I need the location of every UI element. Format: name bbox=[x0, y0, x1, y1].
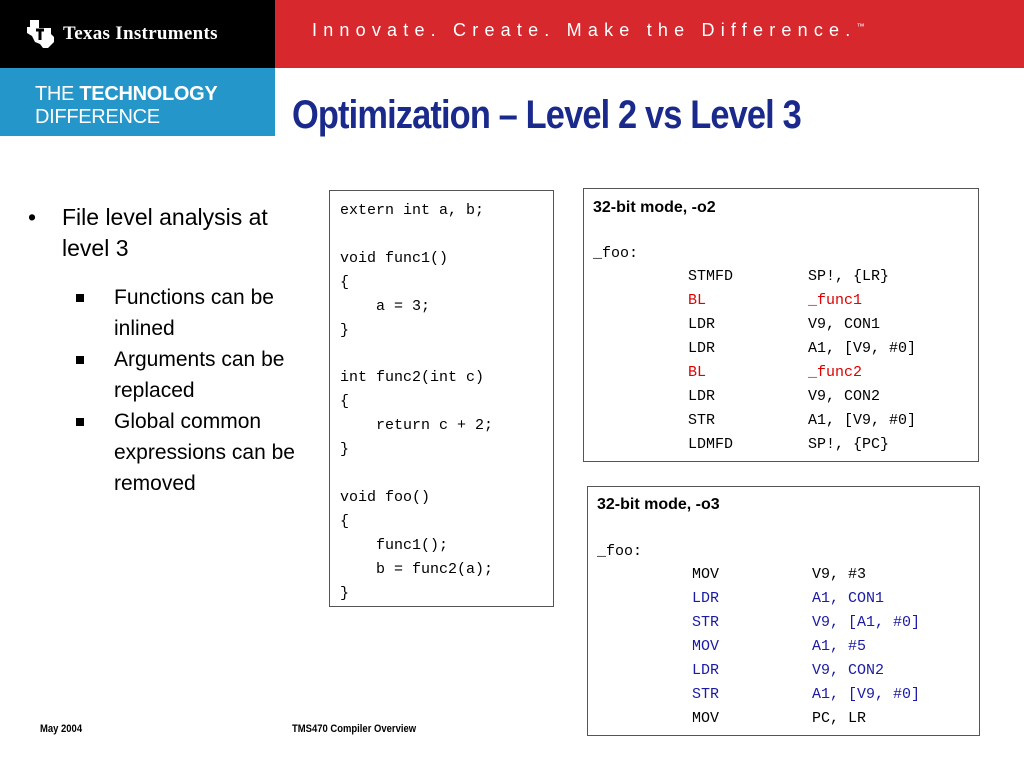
asm-operands: A1, #5 bbox=[812, 638, 867, 655]
ti-logo-area bbox=[0, 0, 275, 68]
asm-opcode: LDMFD bbox=[688, 436, 734, 453]
asm-operands: SP!, {PC} bbox=[808, 436, 890, 453]
o3-foo-label: _foo: bbox=[597, 543, 643, 560]
square-bullet-icon bbox=[76, 294, 84, 302]
asm-operands: A1, [V9, #0] bbox=[808, 412, 917, 429]
o3-asm-box bbox=[587, 486, 980, 736]
asm-opcode: MOV bbox=[692, 638, 720, 655]
company-name: Texas Instruments bbox=[63, 23, 218, 44]
asm-opcode: LDR bbox=[688, 316, 716, 333]
o2-heading: 32-bit mode, -o2 bbox=[593, 199, 716, 216]
sub-bullet-list bbox=[28, 282, 318, 499]
asm-operands: V9, #3 bbox=[812, 566, 867, 583]
o3-instructions bbox=[692, 563, 972, 731]
asm-instruction bbox=[688, 361, 968, 385]
asm-operands: SP!, {LR} bbox=[808, 268, 890, 285]
asm-instruction bbox=[688, 289, 968, 313]
sub-bullet bbox=[28, 344, 318, 406]
asm-instruction bbox=[688, 409, 968, 433]
brand-the: THE bbox=[35, 83, 80, 105]
asm-opcode: LDR bbox=[692, 590, 720, 607]
asm-operands: V9, CON2 bbox=[808, 388, 881, 405]
asm-opcode: MOV bbox=[692, 710, 720, 727]
asm-instruction bbox=[692, 587, 972, 611]
main-bullet bbox=[28, 202, 318, 264]
asm-instruction bbox=[688, 313, 968, 337]
o3-heading: 32-bit mode, -o3 bbox=[597, 496, 720, 513]
o2-foo-label: _foo: bbox=[593, 245, 639, 262]
bullet-list bbox=[28, 202, 318, 499]
asm-operands: PC, LR bbox=[812, 710, 867, 727]
asm-opcode: LDR bbox=[688, 340, 716, 357]
asm-opcode: STR bbox=[688, 412, 716, 429]
asm-opcode: LDR bbox=[688, 388, 716, 405]
asm-operands: A1, [V9, #0] bbox=[808, 340, 917, 357]
main-bullet-text: File level analysis at level 3 bbox=[62, 204, 268, 261]
asm-opcode: STMFD bbox=[688, 268, 734, 285]
tagline bbox=[312, 20, 864, 41]
square-bullet-icon bbox=[76, 356, 84, 364]
c-source-code: extern int a, b; void func1() { a = 3; } int func2(int c) { return c + 2; } void foo() { func1(); b = func2(a); } bbox=[340, 202, 494, 602]
asm-operands: A1, [V9, #0] bbox=[812, 686, 921, 703]
tagline-text: Innovate. Create. Make the Difference. bbox=[312, 20, 857, 40]
square-bullet-icon bbox=[76, 418, 84, 426]
asm-opcode: STR bbox=[692, 614, 720, 631]
footer-date: May 2004 bbox=[40, 723, 83, 735]
slide-title: Optimization – Level 2 vs Level 3 bbox=[292, 93, 801, 137]
sub-bullet-text: Arguments can be replaced bbox=[114, 348, 285, 402]
asm-opcode: BL bbox=[688, 364, 707, 381]
asm-instruction bbox=[692, 635, 972, 659]
asm-instruction bbox=[688, 433, 968, 457]
c-source-box bbox=[329, 190, 554, 607]
trademark-symbol: ™ bbox=[856, 22, 865, 31]
footer-deck-title: TMS470 Compiler Overview bbox=[292, 723, 417, 735]
asm-opcode: MOV bbox=[692, 566, 720, 583]
asm-operands: V9, CON2 bbox=[812, 662, 885, 679]
asm-operands: _func2 bbox=[808, 364, 863, 381]
brand-technology: TECHNOLOGY bbox=[79, 83, 218, 105]
asm-instruction bbox=[692, 683, 972, 707]
texas-state-icon bbox=[24, 18, 56, 50]
brand-line-2: DIFFERENCE bbox=[35, 106, 160, 128]
asm-operands: V9, [A1, #0] bbox=[812, 614, 921, 631]
sub-bullet bbox=[28, 406, 318, 499]
sub-bullet bbox=[28, 282, 318, 344]
asm-instruction bbox=[692, 707, 972, 731]
asm-operands: A1, CON1 bbox=[812, 590, 885, 607]
asm-opcode: BL bbox=[688, 292, 707, 309]
asm-operands: V9, CON1 bbox=[808, 316, 881, 333]
o2-asm-box bbox=[583, 188, 979, 462]
brand-line-1 bbox=[35, 83, 217, 106]
sub-bullet-text: Global common expressions can be removed bbox=[114, 410, 295, 495]
o2-instructions bbox=[688, 265, 968, 457]
asm-instruction bbox=[688, 337, 968, 361]
bullet-dot-icon: • bbox=[28, 204, 37, 230]
asm-instruction bbox=[692, 659, 972, 683]
asm-instruction bbox=[692, 563, 972, 587]
sub-bullet-text: Functions can be inlined bbox=[114, 286, 274, 340]
asm-instruction bbox=[688, 265, 968, 289]
asm-instruction bbox=[688, 385, 968, 409]
asm-opcode: STR bbox=[692, 686, 720, 703]
asm-opcode: LDR bbox=[692, 662, 720, 679]
asm-instruction bbox=[692, 611, 972, 635]
asm-operands: _func1 bbox=[808, 292, 863, 309]
